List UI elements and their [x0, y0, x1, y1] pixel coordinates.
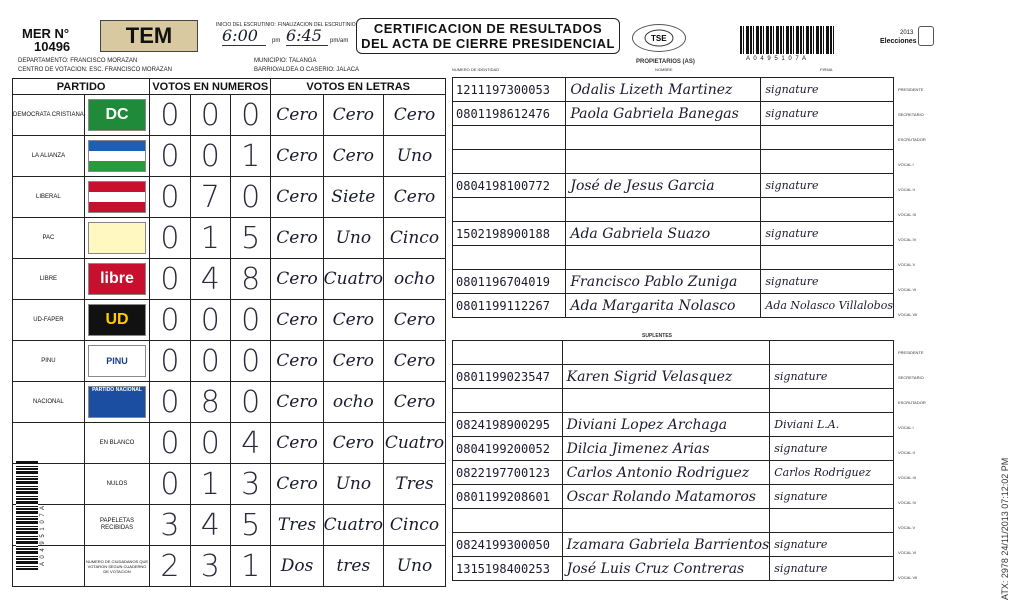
member-name	[562, 389, 770, 413]
title-box	[356, 18, 620, 54]
total-digit: 5	[230, 505, 270, 546]
pm-label-1: pm	[272, 38, 281, 44]
total-digit: 4	[190, 505, 230, 546]
member-id: 0822197700123	[453, 461, 563, 485]
party-row	[13, 95, 446, 136]
member-id	[453, 509, 563, 533]
vote-digit: 1	[230, 136, 270, 177]
suplentes-table	[452, 340, 894, 581]
member-signature	[770, 389, 894, 413]
member-signature	[761, 246, 894, 270]
role-label: VOCAL IV	[898, 237, 917, 242]
member-name: Carlos Antonio Rodriguez	[562, 461, 770, 485]
vote-digit: 8	[190, 382, 230, 423]
member-name: Karen Sigrid Velasquez	[562, 365, 770, 389]
total-word: Tres	[271, 505, 323, 546]
vote-digit: 0	[230, 95, 270, 136]
vote-digit: 8	[230, 259, 270, 300]
member-signature: signature	[770, 437, 894, 461]
votes-table	[12, 78, 446, 587]
member-signature: Carlos Rodriguez	[770, 461, 894, 485]
total-digit: 1	[190, 464, 230, 505]
dept-row	[18, 58, 137, 64]
title-line-1: CERTIFICACION DE RESULTADOS	[373, 21, 603, 36]
vote-word: Cero	[383, 177, 445, 218]
total-digit: 3	[190, 546, 230, 587]
member-name: Ada Margarita Nolasco	[566, 294, 761, 318]
party-name: LA ALIANZA	[13, 136, 85, 177]
vote-digit: 0	[150, 218, 190, 259]
year-label: 2013	[900, 30, 914, 36]
vote-digit: 0	[150, 382, 190, 423]
total-word: Cero	[323, 423, 383, 464]
total-word: Cinco	[383, 505, 445, 546]
center-value: ESC. FRANCISCO MORAZAN	[89, 67, 172, 73]
member-signature	[761, 150, 894, 174]
member-signature	[761, 126, 894, 150]
numeros-header: VOTOS EN NUMEROS	[150, 79, 271, 95]
member-row	[453, 150, 894, 174]
total-word: Tres	[383, 464, 445, 505]
role-label: VOCAL V	[898, 525, 916, 530]
member-signature: signature	[761, 78, 894, 102]
member-name	[566, 150, 761, 174]
party-logo-text: libre	[100, 270, 134, 287]
role-label: VOCAL III	[898, 475, 916, 480]
svg-text:TSE: TSE	[651, 34, 667, 43]
party-row	[13, 136, 446, 177]
total-digit: 3	[230, 464, 270, 505]
party-name: UD-FAPER	[13, 300, 85, 341]
total-digit: 2	[150, 546, 190, 587]
role-label: VOCAL VII	[898, 312, 918, 317]
total-word: tres	[323, 546, 383, 587]
total-name: EN BLANCO	[84, 423, 149, 464]
partido-header: PARTIDO	[13, 79, 150, 95]
member-signature: signature	[770, 533, 894, 557]
tse-seal	[632, 24, 686, 52]
member-id: 0824198900295	[453, 413, 563, 437]
role-label: VOCAL III	[898, 212, 916, 217]
role-label: ESCRUTADOR	[898, 400, 926, 405]
party-logo	[88, 99, 146, 131]
member-id: 1315198400253	[453, 557, 563, 581]
member-id: 1211197300053	[453, 78, 566, 102]
vote-digit: 0	[150, 95, 190, 136]
vote-word: Cuatro	[323, 259, 383, 300]
vote-digit: 0	[150, 341, 190, 382]
header-barcode	[740, 26, 836, 54]
vote-word: ocho	[383, 259, 445, 300]
vote-digit: 5	[230, 218, 270, 259]
party-name: NACIONAL	[13, 382, 85, 423]
party-name: LIBERAL	[13, 177, 85, 218]
elecciones-label: Elecciones	[880, 38, 917, 45]
vote-word: Cero	[383, 95, 445, 136]
member-name: Ada Gabriela Suazo	[566, 222, 761, 246]
end-label: FINALIZACION DEL ESCRUTINIO:	[278, 22, 357, 28]
member-row	[453, 126, 894, 150]
vote-word: Cero	[271, 95, 323, 136]
member-row	[453, 270, 894, 294]
vote-digit: 0	[190, 300, 230, 341]
barrio-value: JALACA	[336, 67, 360, 73]
tem-box: TEM	[100, 20, 198, 52]
total-digit: 4	[230, 423, 270, 464]
nombre-column-label: NOMBRE	[655, 67, 673, 72]
role-label: VOCAL VI	[898, 550, 917, 555]
start-label: INICIO DEL ESCRUTINIO:	[216, 22, 276, 28]
member-row	[453, 485, 894, 509]
member-signature	[761, 198, 894, 222]
vote-digit: 0	[190, 341, 230, 382]
vote-digit: 0	[150, 300, 190, 341]
total-name: NUMERO DE CIUDADANOS QUE VOTARON SEGUN CUADERNO DE VOTACION	[84, 546, 149, 587]
total-row	[13, 505, 446, 546]
vote-word: Siete	[323, 177, 383, 218]
member-row	[453, 389, 894, 413]
party-name: PAC	[13, 218, 85, 259]
party-name: PINU	[13, 341, 85, 382]
vote-word: Cero	[271, 136, 323, 177]
vote-word: Cinco	[383, 218, 445, 259]
dept-label: DEPARTAMENTO:	[18, 58, 69, 64]
total-word: Uno	[383, 546, 445, 587]
member-name	[566, 126, 761, 150]
side-stamp: ATX: 2978 24/11/2013 07:12:02 PM	[1000, 457, 1010, 600]
start-time: 6:00	[222, 26, 266, 46]
role-label: VOCAL II	[898, 187, 915, 192]
center-row	[18, 67, 172, 73]
end-time: 6:45	[286, 26, 328, 46]
member-signature	[770, 341, 894, 365]
total-digit: 0	[150, 464, 190, 505]
total-name: PAPELETAS RECIBIDAS	[84, 505, 149, 546]
party-row	[13, 259, 446, 300]
member-row	[453, 341, 894, 365]
member-row	[453, 294, 894, 318]
tse-logo-icon	[633, 25, 685, 51]
total-digit: 1	[230, 546, 270, 587]
firma-column-label: FIRMA	[820, 67, 833, 72]
member-roles-column	[898, 77, 938, 327]
member-signature: Diviani L.A.	[770, 413, 894, 437]
propietarios-label: PROPIETARIOS (AS)	[636, 59, 695, 65]
party-logo-text: PARTIDO NACIONAL	[92, 387, 142, 393]
member-id	[453, 198, 566, 222]
suplentes-label: SUPLENTES	[642, 333, 673, 339]
party-row	[13, 300, 446, 341]
vote-word: Uno	[323, 218, 383, 259]
total-word: Cero	[271, 464, 323, 505]
member-id: 0801198612476	[453, 102, 566, 126]
vote-digit: 0	[190, 136, 230, 177]
total-row	[13, 546, 446, 587]
member-row	[453, 509, 894, 533]
member-row	[453, 198, 894, 222]
header-barcode-number: A 0 4 9 5 1 0 7 A	[746, 56, 808, 62]
member-signature: signature	[770, 485, 894, 509]
member-row	[453, 78, 894, 102]
role-label: SECRETARIO	[898, 112, 924, 117]
vote-word: Cero	[383, 382, 445, 423]
total-digit: 0	[150, 423, 190, 464]
vote-word: Uno	[383, 136, 445, 177]
role-label: VOCAL I	[898, 425, 914, 430]
vote-word: Cero	[383, 341, 445, 382]
party-logo	[88, 386, 146, 418]
member-name: Dilcia Jimenez Arias	[562, 437, 770, 461]
role-label: VOCAL I	[898, 162, 914, 167]
member-name: José Luis Cruz Contreras	[562, 557, 770, 581]
vote-digit: 0	[230, 177, 270, 218]
member-name: Paola Gabriela Banegas	[566, 102, 761, 126]
total-word: Dos	[271, 546, 323, 587]
member-signature: signature	[770, 557, 894, 581]
member-row	[453, 413, 894, 437]
vote-word: Cero	[271, 341, 323, 382]
role-label: VOCAL V	[898, 262, 916, 267]
role-label: ESCRUTADOR	[898, 137, 926, 142]
party-row	[13, 341, 446, 382]
member-id	[453, 246, 566, 270]
vote-digit: 0	[150, 259, 190, 300]
barrio-row	[254, 67, 359, 73]
member-id: 1502198900188	[453, 222, 566, 246]
member-name: Oscar Rolando Matamoros	[562, 485, 770, 509]
member-name: Izamara Gabriela Barrientos	[562, 533, 770, 557]
party-logo-text: PINU	[106, 356, 128, 366]
vote-word: Cero	[271, 218, 323, 259]
member-name	[566, 198, 761, 222]
member-id	[453, 389, 563, 413]
member-signature: Ada Nolasco Villalobos	[761, 294, 894, 318]
party-logo	[88, 140, 146, 172]
dept-value: FRANCISCO MORAZAN	[70, 58, 138, 64]
total-word: Cuatro	[323, 505, 383, 546]
party-logo	[88, 181, 146, 213]
suplente-roles-column	[898, 340, 938, 590]
member-signature: signature	[761, 174, 894, 198]
vote-digit: 0	[190, 95, 230, 136]
role-label: SECRETARIO	[898, 375, 924, 380]
vote-digit: 0	[150, 177, 190, 218]
member-id: 0824199300050	[453, 533, 563, 557]
left-barcode	[16, 460, 38, 570]
vote-word: Cero	[271, 259, 323, 300]
total-word: Uno	[323, 464, 383, 505]
member-id: 0804199200052	[453, 437, 563, 461]
vote-word: Cero	[323, 136, 383, 177]
member-id: 0801199023547	[453, 365, 563, 389]
total-word: Cero	[271, 423, 323, 464]
member-name: José de Jesus Garcia	[566, 174, 761, 198]
member-id: 0801196704019	[453, 270, 566, 294]
letras-header: VOTOS EN LETRAS	[271, 79, 446, 95]
mun-label: MUNICIPIO:	[254, 58, 288, 64]
member-signature: signature	[761, 270, 894, 294]
role-label: VOCAL VII	[898, 575, 918, 580]
left-barcode-number: A 0 4 9 5 1 0 7 A	[40, 504, 46, 566]
party-logo	[88, 263, 146, 295]
mer-label: MER N°	[22, 26, 70, 41]
role-label: VOCAL IV	[898, 500, 917, 505]
vote-digit: 0	[230, 341, 270, 382]
mun-row	[254, 58, 316, 64]
party-logo-text: UD	[105, 311, 129, 328]
member-row	[453, 102, 894, 126]
member-signature	[770, 509, 894, 533]
vote-digit: 0	[150, 136, 190, 177]
total-digit: 3	[150, 505, 190, 546]
member-signature: signature	[770, 365, 894, 389]
role-label: VOCAL II	[898, 450, 915, 455]
role-label: VOCAL VI	[898, 287, 917, 292]
total-digit: 0	[190, 423, 230, 464]
title-line-2: DEL ACTA DE CIERRE PRESIDENCIAL	[361, 36, 615, 51]
mun-value: TALANGA	[288, 58, 317, 64]
role-label: PRESIDENTE	[898, 87, 924, 92]
total-word: Cuatro	[383, 423, 445, 464]
member-name	[566, 246, 761, 270]
member-id	[453, 341, 563, 365]
vote-word: Cero	[383, 300, 445, 341]
member-id: 0801199112267	[453, 294, 566, 318]
party-row	[13, 382, 446, 423]
party-name: LIBRE	[13, 259, 85, 300]
party-row	[13, 218, 446, 259]
vote-word: Cero	[323, 341, 383, 382]
total-row	[13, 464, 446, 505]
member-row	[453, 437, 894, 461]
member-row	[453, 222, 894, 246]
member-signature: signature	[761, 102, 894, 126]
member-id: 0801199208601	[453, 485, 563, 509]
total-row	[13, 423, 446, 464]
member-name: Diviani Lopez Archaga	[562, 413, 770, 437]
member-row	[453, 174, 894, 198]
member-id: 0804198100772	[453, 174, 566, 198]
vote-digit: 0	[230, 382, 270, 423]
member-row	[453, 246, 894, 270]
pm-label-2: pm/am	[330, 38, 349, 44]
vote-word: Cero	[323, 95, 383, 136]
party-logo-text: DC	[105, 106, 129, 123]
member-name: Odalis Lizeth Martinez	[566, 78, 761, 102]
total-name: NULOS	[84, 464, 149, 505]
member-row	[453, 365, 894, 389]
role-label: PRESIDENTE	[898, 350, 924, 355]
party-logo	[88, 222, 146, 254]
vote-digit: 4	[190, 259, 230, 300]
center-label: CENTRO DE VOTACION:	[18, 67, 88, 73]
member-name	[562, 341, 770, 365]
total-spacer	[13, 423, 85, 464]
vote-word: Cero	[271, 300, 323, 341]
member-row	[453, 557, 894, 581]
member-id	[453, 150, 566, 174]
party-logo	[88, 345, 146, 377]
member-name	[562, 509, 770, 533]
mer-number: 10496	[34, 39, 71, 54]
vote-word: Cero	[323, 300, 383, 341]
party-name: DEMOCRATA CRISTIANA	[13, 95, 85, 136]
party-logo	[88, 304, 146, 336]
barrio-label: BARRIO/ALDEA O CASERIO:	[254, 67, 335, 73]
member-row	[453, 461, 894, 485]
vote-word: ocho	[323, 382, 383, 423]
member-row	[453, 533, 894, 557]
party-row	[13, 177, 446, 218]
member-id	[453, 126, 566, 150]
vote-digit: 0	[230, 300, 270, 341]
elecciones-logo-icon	[918, 26, 934, 46]
member-signature: signature	[761, 222, 894, 246]
member-name: Francisco Pablo Zuniga	[566, 270, 761, 294]
id-column-label: NUMERO DE IDENTIDAD	[452, 67, 500, 72]
vote-digit: 1	[190, 218, 230, 259]
vote-digit: 7	[190, 177, 230, 218]
vote-word: Cero	[271, 177, 323, 218]
vote-word: Cero	[271, 382, 323, 423]
propietarios-table	[452, 77, 894, 318]
